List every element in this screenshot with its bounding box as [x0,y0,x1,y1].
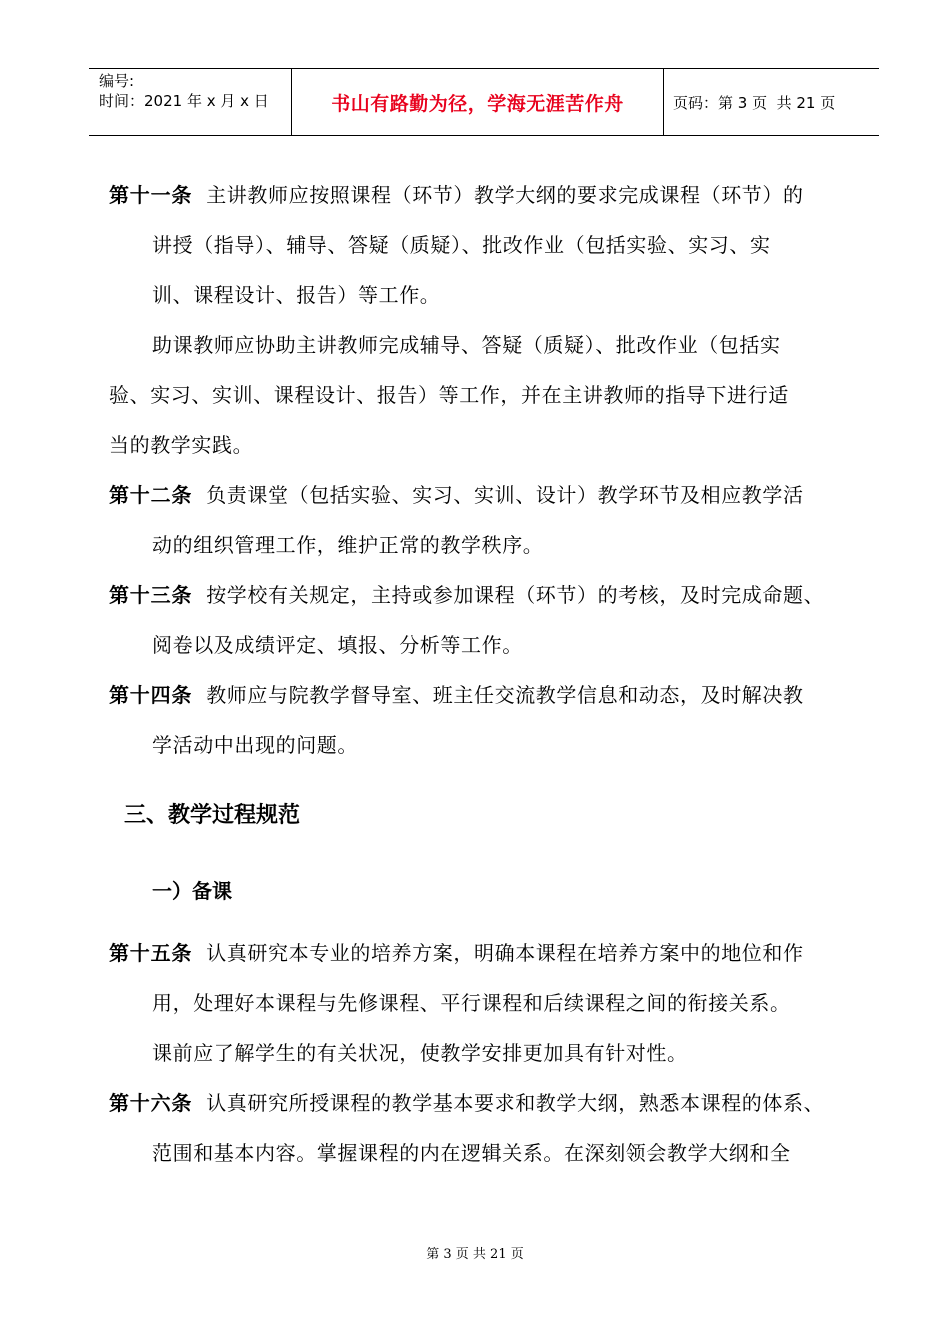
article-label: 第十五条 [109,941,193,965]
article-text-line: 讲授（指导）、辅导、答疑（质疑）、批改作业（包括实验、实习、实 [152,233,771,257]
article-text: 认真研究本专业的培养方案，明确本课程在培养方案中的地位和作 [206,941,804,965]
paragraph-line: 当的教学实践。 [109,433,254,457]
article-text-line: 范围和基本内容。掌握课程的内在逻辑关系。在深刻领会教学大纲和全 [152,1141,791,1165]
article-text-line: 动的组织管理工作，维护正常的教学秩序。 [152,533,544,557]
article-15-first-line [109,940,804,966]
article-text: 教师应与院教学督导室、班主任交流教学信息和动态，及时解决教 [206,683,804,707]
article-label: 第十一条 [109,183,193,207]
page-header [89,68,879,136]
article-text-line: 训、课程设计、报告）等工作。 [152,283,441,307]
article-label: 第十二条 [109,483,193,507]
article-label: 第十三条 [109,583,193,607]
article-text: 负责课堂（包括实验、实习、实训、设计）教学环节及相应教学活 [206,483,804,507]
article-text: 按学校有关规定，主持或参加课程（环节）的考核，及时完成命题、 [206,583,825,607]
paragraph-line: 验、实习、实训、课程设计、报告）等工作，并在主讲教师的指导下进行适 [109,383,789,407]
article-text: 主讲教师应按照课程（环节）教学大纲的要求完成课程（环节）的 [206,183,804,207]
subsection-title: 一）备课 [152,879,232,903]
article-11-first-line [109,182,804,208]
article-12-first-line [109,482,804,508]
section-title: 三、教学过程规范 [124,803,301,828]
article-label: 第十四条 [109,683,193,707]
article-16-first-line [109,1090,824,1116]
article-text-line: 阅卷以及成绩评定、填报、分析等工作。 [152,633,523,657]
number-label: 编号: [99,72,135,90]
article-14-first-line [109,682,804,708]
article-text-line: 课前应了解学生的有关状况，使教学安排更加具有针对性。 [152,1041,688,1065]
article-text-line: 学活动中出现的问题。 [152,733,358,757]
article-text-line: 用，处理好本课程与先修课程、平行课程和后续课程之间的衔接关系。 [152,991,791,1015]
header-divider [663,69,664,135]
page-footer: 第 3 页 共 21 页 [426,1247,524,1262]
header-motto: 书山有路勤为径，学海无涯苦作舟 [331,92,624,115]
article-13-first-line [109,582,824,608]
article-label: 第十六条 [109,1091,193,1115]
header-meta [89,69,291,135]
article-text: 认真研究所授课程的教学基本要求和教学大纲，熟悉本课程的体系、 [206,1091,825,1115]
paragraph-line: 助课教师应协助主讲教师完成辅导、答疑（质疑）、批改作业（包括实 [152,333,781,357]
header-page-info: 页码：第 3 页 共 21 页 [673,93,836,112]
time-label: 时间：2021 年 x 月 x 日 [99,92,269,110]
